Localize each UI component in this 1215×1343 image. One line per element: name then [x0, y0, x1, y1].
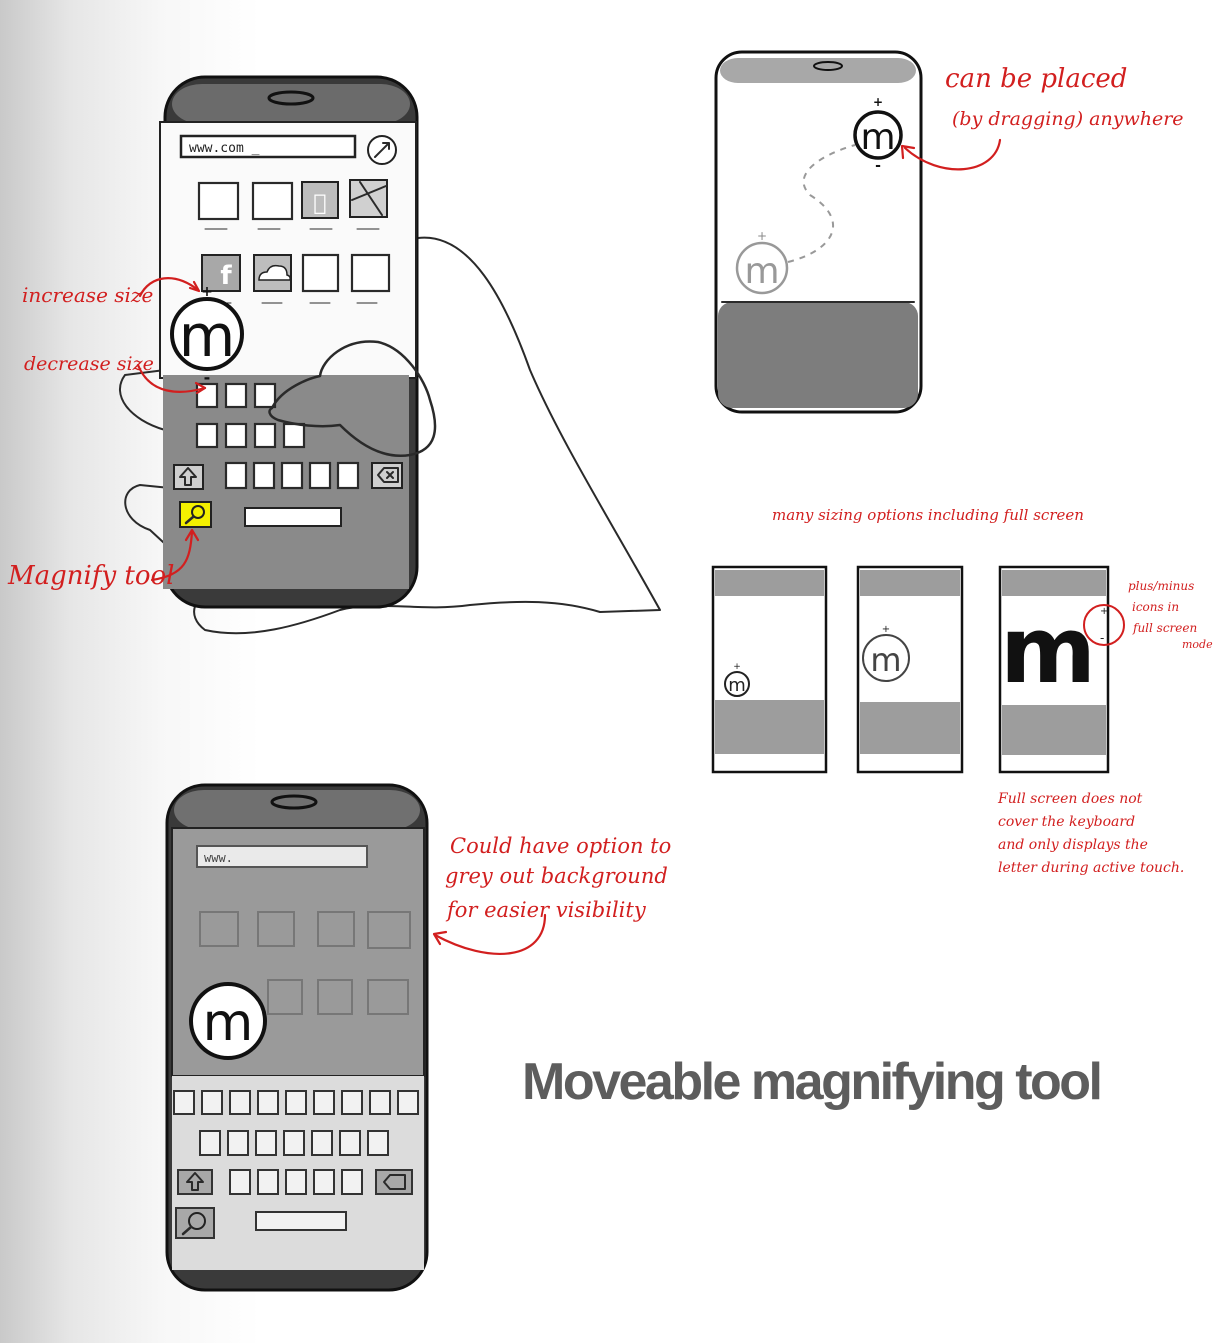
- key[interactable]: [340, 1131, 360, 1155]
- url-input-text: www.: [204, 851, 233, 865]
- phone-drag-demo: [716, 52, 921, 412]
- key[interactable]: [284, 1131, 304, 1155]
- fullscreen-label-2: cover the keyboard: [998, 814, 1136, 830]
- phone-in-hand: [120, 77, 660, 633]
- key[interactable]: [314, 1091, 334, 1114]
- key[interactable]: [342, 1170, 362, 1194]
- svg-text:m: m: [1000, 597, 1096, 704]
- plusminus-label-1: plus/minus: [1128, 579, 1195, 593]
- svg-text:m: m: [870, 641, 902, 679]
- space-bar[interactable]: [245, 508, 341, 526]
- url-input-text: www.com _: [189, 141, 260, 156]
- fullscreen-label-4: letter during active touch.: [998, 860, 1185, 876]
- svg-text:f: f: [220, 261, 232, 291]
- plusminus-label-3: full screen: [1133, 621, 1198, 635]
- grey-label-3: for easier visibility: [447, 898, 646, 922]
- phone-greyed: [167, 785, 427, 1290]
- page-title: Moveable magnifying tool: [522, 1053, 1101, 1111]
- key[interactable]: [398, 1091, 418, 1114]
- key[interactable]: [258, 1091, 278, 1114]
- svg-text:+: +: [881, 624, 891, 635]
- app-icon[interactable]: [199, 183, 238, 219]
- key[interactable]: [370, 1091, 390, 1114]
- key[interactable]: [368, 1131, 388, 1155]
- svg-text:-: -: [1100, 631, 1105, 645]
- plusminus-label-2: icons in: [1132, 600, 1180, 614]
- increase-size-label: increase size: [22, 283, 154, 307]
- app-icon[interactable]: [352, 255, 389, 291]
- magnifier-letter: m: [178, 302, 236, 370]
- key[interactable]: [226, 384, 246, 407]
- placed-label-1: can be placed: [945, 64, 1128, 94]
- key[interactable]: [255, 424, 275, 447]
- key[interactable]: [310, 463, 330, 488]
- key[interactable]: [338, 463, 358, 488]
- key[interactable]: [255, 384, 275, 407]
- key[interactable]: [256, 1131, 276, 1155]
- app-icon[interactable]: [253, 183, 292, 219]
- key[interactable]: [312, 1131, 332, 1155]
- fullscreen-label-1: Full screen does not: [998, 791, 1143, 807]
- key[interactable]: [228, 1131, 248, 1155]
- magnify-tool-label: Magnify tool: [8, 561, 175, 591]
- key[interactable]: [282, 463, 302, 488]
- key[interactable]: [284, 424, 304, 447]
- svg-text:+: +: [1100, 606, 1109, 617]
- key[interactable]: [226, 463, 246, 488]
- fullscreen-label-3: and only displays the: [998, 837, 1148, 853]
- svg-text:-: -: [875, 158, 881, 174]
- svg-text:: [313, 191, 326, 216]
- magnifier-letter: m: [202, 993, 254, 1053]
- key[interactable]: [197, 424, 217, 447]
- plusminus-label-4: mode: [1182, 638, 1213, 651]
- key[interactable]: [202, 1091, 222, 1114]
- key[interactable]: [286, 1170, 306, 1194]
- svg-text:+: +: [872, 95, 884, 109]
- grey-label-2: grey out background: [445, 864, 668, 888]
- svg-text:m: m: [728, 675, 746, 696]
- sizing-label: many sizing options including full screen: [772, 506, 1084, 524]
- svg-text:-: -: [203, 368, 211, 387]
- size-fullscreen: [1000, 567, 1124, 772]
- size-medium: [858, 567, 962, 772]
- key[interactable]: [342, 1091, 362, 1114]
- svg-text:+: +: [201, 284, 213, 300]
- key[interactable]: [286, 1091, 306, 1114]
- key[interactable]: [230, 1170, 250, 1194]
- key[interactable]: [200, 1131, 220, 1155]
- key[interactable]: [230, 1091, 250, 1114]
- key[interactable]: [254, 463, 274, 488]
- svg-text:+: +: [733, 662, 741, 672]
- decrease-size-label: decrease size: [24, 353, 154, 375]
- backspace-icon[interactable]: [376, 1170, 412, 1194]
- grey-label-1: Could have option to: [450, 834, 672, 858]
- key[interactable]: [258, 1170, 278, 1194]
- svg-text:m: m: [744, 251, 780, 292]
- svg-text:+: +: [756, 229, 768, 243]
- magnifier-letter: m: [860, 117, 896, 158]
- size-small: [713, 567, 826, 772]
- app-icon[interactable]: [303, 255, 338, 291]
- space-bar[interactable]: [256, 1212, 346, 1230]
- key[interactable]: [314, 1170, 334, 1194]
- key[interactable]: [174, 1091, 194, 1114]
- placed-label-2: (by dragging) anywhere: [952, 108, 1184, 130]
- key[interactable]: [197, 384, 217, 407]
- key[interactable]: [226, 424, 246, 447]
